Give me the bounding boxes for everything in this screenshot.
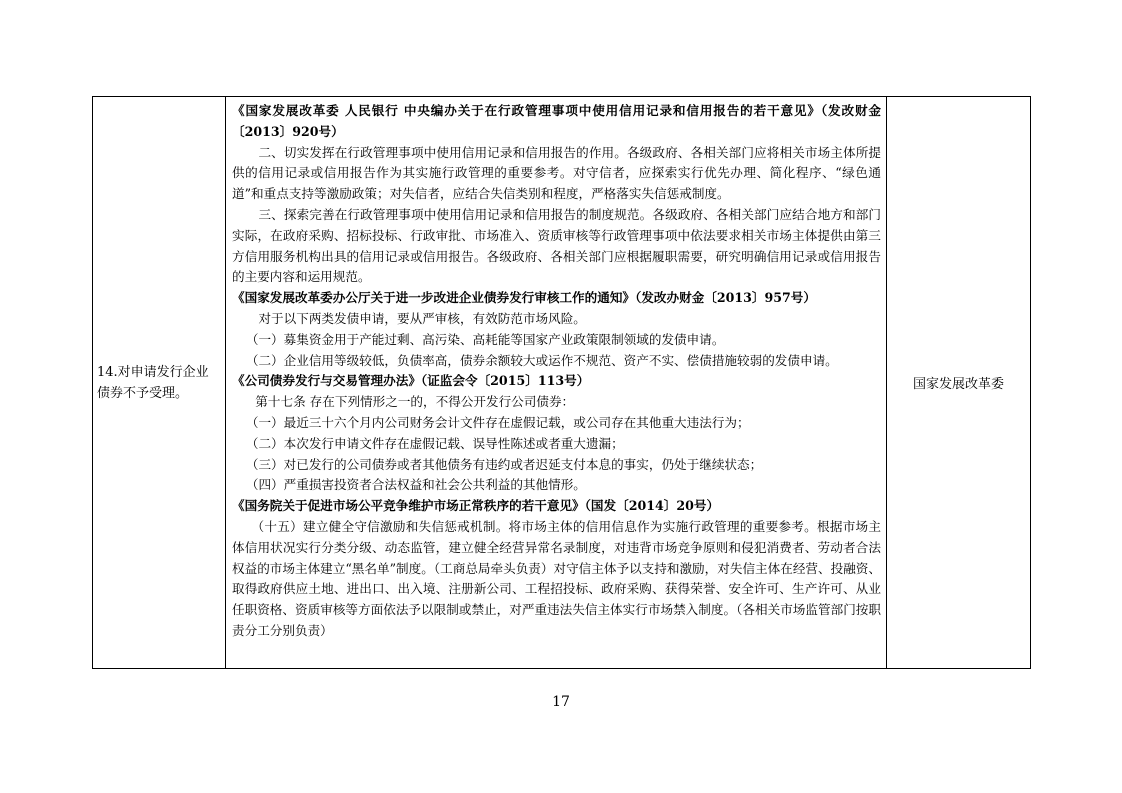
section-2-paragraph-1: 对于以下两类发债申请，要从严审核，有效防范市场风险。 xyxy=(258,310,586,326)
section-3-paragraph-3: （二）本次发行申请文件存在虚假记载、误导性陈述或者重大遗漏； xyxy=(245,435,624,451)
item-text: 14.对申请发行企业债券不予受理。 xyxy=(97,364,209,401)
policy-table xyxy=(92,96,1031,669)
page-number: 17 xyxy=(552,694,570,710)
section-3-paragraph-5: （四）严重损害投资者合法权益和社会公共利益的其他情形。 xyxy=(245,477,586,493)
section-3-paragraph-1: 第十七条 存在下列情形之一的，不得公开发行公司债券： xyxy=(255,394,575,410)
section-title-1: 《国家发展改革委 人民银行 中央编办关于在行政管理事项中使用信用记录和信用报告的若干意见》（发改财金〔2013〕920号） xyxy=(232,103,881,139)
section-1-paragraph-1: 二、切实发挥在行政管理事项中使用信用记录和信用报告的作用。各级政府、各相关部门应将相关市场主体所提供的信用记录或信用报告作为其实施行政管理的重要参考。对守信者，应探索实行优先办理、简化程序、“绿色通道”和重点支持等激励政策；对失信者，应结合失信类别和程度，严格落实失信惩戒制度。 xyxy=(232,144,881,202)
department-cell xyxy=(887,97,1030,668)
item-cell xyxy=(93,97,226,668)
legal-basis-cell xyxy=(226,97,887,668)
section-3-paragraph-2: （一）最近三十六个月内公司财务会计文件存在虚假记载，或公司存在其他重大违法行为； xyxy=(245,414,750,430)
section-2-paragraph-2: （一）募集资金用于产能过剩、高污染、高耗能等国家产业政策限制领域的发债申请。 xyxy=(245,331,725,347)
section-title-3: 《公司债券发行与交易管理办法》（证监会令〔2015〕113号） xyxy=(232,373,590,389)
department-text: 国家发展改革委 xyxy=(912,377,1004,392)
section-1-paragraph-2: 三、探索完善在行政管理事项中使用信用记录和信用报告的制度规范。各级政府、各相关部门应结合地方和部门实际，在政府采购、招标投标、行政审批、市场准入、资质审核等行政管理事项中依法要求相关市场主体提供由第三方信用服务机构出具的信用记录或信用报告。各级政府、各相关部门应根据履职需要，研究明确信用记录或信用报告的主要内容和运用规范。 xyxy=(232,206,881,285)
section-4-paragraph-1: （十五）建立健全守信激励和失信惩戒机制。将市场主体的信用信息作为实施行政管理的重要参考。根据市场主体信用状况实行分类分级、动态监管，建立健全经营异常名录制度，对违背市场竞争原则和侵犯消费者、劳动者合法权益的市场主体建立“黑名单”制度。（工商总局牵头负责）对守信主体予以支持和激励，对失信主体在经营、投融资、取得政府供应土地、进出口、出入境、注册新公司、工程招投标、政府采购、获得荣誉、安全许可、生产许可、从业任职资格、资质审核等方面依法予以限制或禁止，对严重违法失信主体实行市场禁入制度。（各相关市场监管部门按职责分工分别负责） xyxy=(232,518,881,638)
section-title-4: 《国务院关于促进市场公平竞争维护市场正常秩序的若干意见》（国发〔2014〕20号） xyxy=(232,498,720,514)
section-2-paragraph-3: （二）企业信用等级较低，负债率高，债券余额较大或运作不规范、资产不实、偿债措施较弱的发债申请。 xyxy=(245,352,838,368)
section-title-2: 《国家发展改革委办公厅关于进一步改进企业债券发行审核工作的通知》（发改办财金〔2013〕957号） xyxy=(232,290,816,306)
section-3-paragraph-4: （三）对已发行的公司债券或者其他债务有违约或者迟延支付本息的事实，仍处于继续状态； xyxy=(245,456,763,472)
